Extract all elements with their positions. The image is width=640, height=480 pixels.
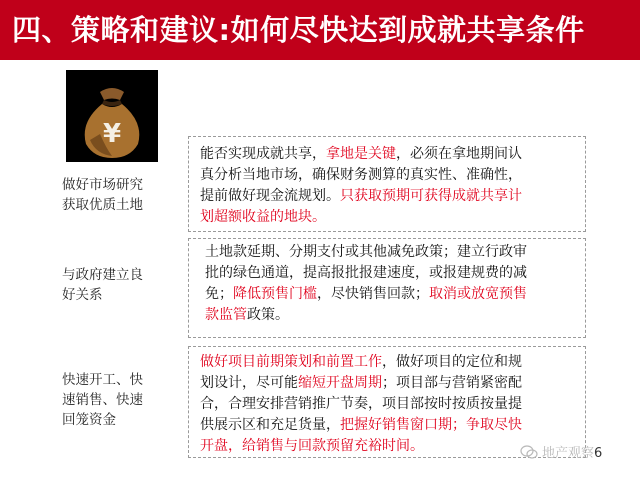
body-text: ，必须在拿地期间认: [396, 146, 522, 162]
highlight-text: 把握好销售窗口期；争取尽快: [340, 417, 522, 433]
body-text: 提前做好现金流规划。: [200, 188, 340, 204]
highlight-text: 拿地是关键: [326, 146, 396, 162]
content-line: [200, 394, 580, 415]
content-line: [205, 284, 585, 305]
body-text: 批的绿色通道，提高报批报建速度，或报建规费的减: [205, 265, 527, 281]
label-line: 做好市场研究: [62, 177, 143, 193]
content-line: [200, 144, 580, 165]
content-line: [205, 242, 585, 263]
label-line: 好关系: [62, 287, 103, 303]
content-line: [200, 207, 580, 228]
content-line: [200, 186, 580, 207]
label-line: 快速开工、快: [62, 372, 143, 388]
body-text: ，做好项目的定位和规: [382, 354, 522, 370]
content-block-government: [205, 242, 585, 326]
content-line: [200, 415, 580, 436]
label-line: 回笼资金: [62, 412, 116, 428]
body-text: 合，合理安排营销推广节奏，项目部按时按质按量提: [200, 396, 522, 412]
watermark-text: 地产观察: [542, 446, 595, 461]
money-bag-image: [66, 70, 158, 162]
content-line: [205, 305, 585, 326]
highlight-text: 做好项目前期策划和前置工作: [200, 354, 382, 370]
body-text: 免；: [205, 286, 233, 302]
row-label-market: [62, 175, 182, 215]
highlight-text: 降低预售门槛: [233, 286, 317, 302]
content-line: [200, 352, 580, 373]
highlight-text: 取消或放宽预售: [429, 286, 527, 302]
content-line: [200, 165, 580, 186]
label-line: 速销售、快速: [62, 392, 143, 408]
body-text: 政策。: [247, 307, 289, 323]
highlight-text: 划超额收益的地块。: [200, 209, 326, 225]
body-text: 真分析当地市场，确保财务测算的真实性、准确性，: [200, 167, 522, 183]
row-label-fast: [62, 370, 182, 430]
body-text: 划设计，尽可能: [200, 375, 298, 391]
highlight-text: 只获取预期可获得成就共享计: [340, 188, 522, 204]
content-line: [200, 373, 580, 394]
content-block-market: [200, 144, 580, 228]
body-text: ；项目部与营销紧密配: [382, 375, 522, 391]
body-text: 土地款延期、分期支付或其他减免政策；建立行政审: [205, 244, 527, 260]
highlight-text: 款监管: [205, 307, 247, 323]
content-line: [205, 263, 585, 284]
svg-text:¥: ¥: [102, 119, 122, 149]
body-text: 能否实现成就共享，: [200, 146, 326, 162]
page-number: 6: [594, 446, 603, 461]
label-line: 获取优质土地: [62, 197, 143, 213]
money-bag-icon: [66, 70, 158, 162]
highlight-text: 开盘，给销售与回款预留充裕时间。: [200, 438, 424, 454]
body-text: ，尽快销售回款；: [317, 286, 429, 302]
highlight-text: 缩短开盘周期: [298, 375, 382, 391]
watermark: [520, 442, 594, 461]
body-text: 供展示区和充足货量，: [200, 417, 340, 433]
row-label-government: [62, 265, 182, 305]
wechat-icon: [520, 445, 538, 459]
label-line: 与政府建立良: [62, 267, 143, 283]
slide-title: 四、策略和建议:如何尽快达到成就共享条件: [12, 13, 585, 47]
title-bar: [0, 0, 640, 60]
